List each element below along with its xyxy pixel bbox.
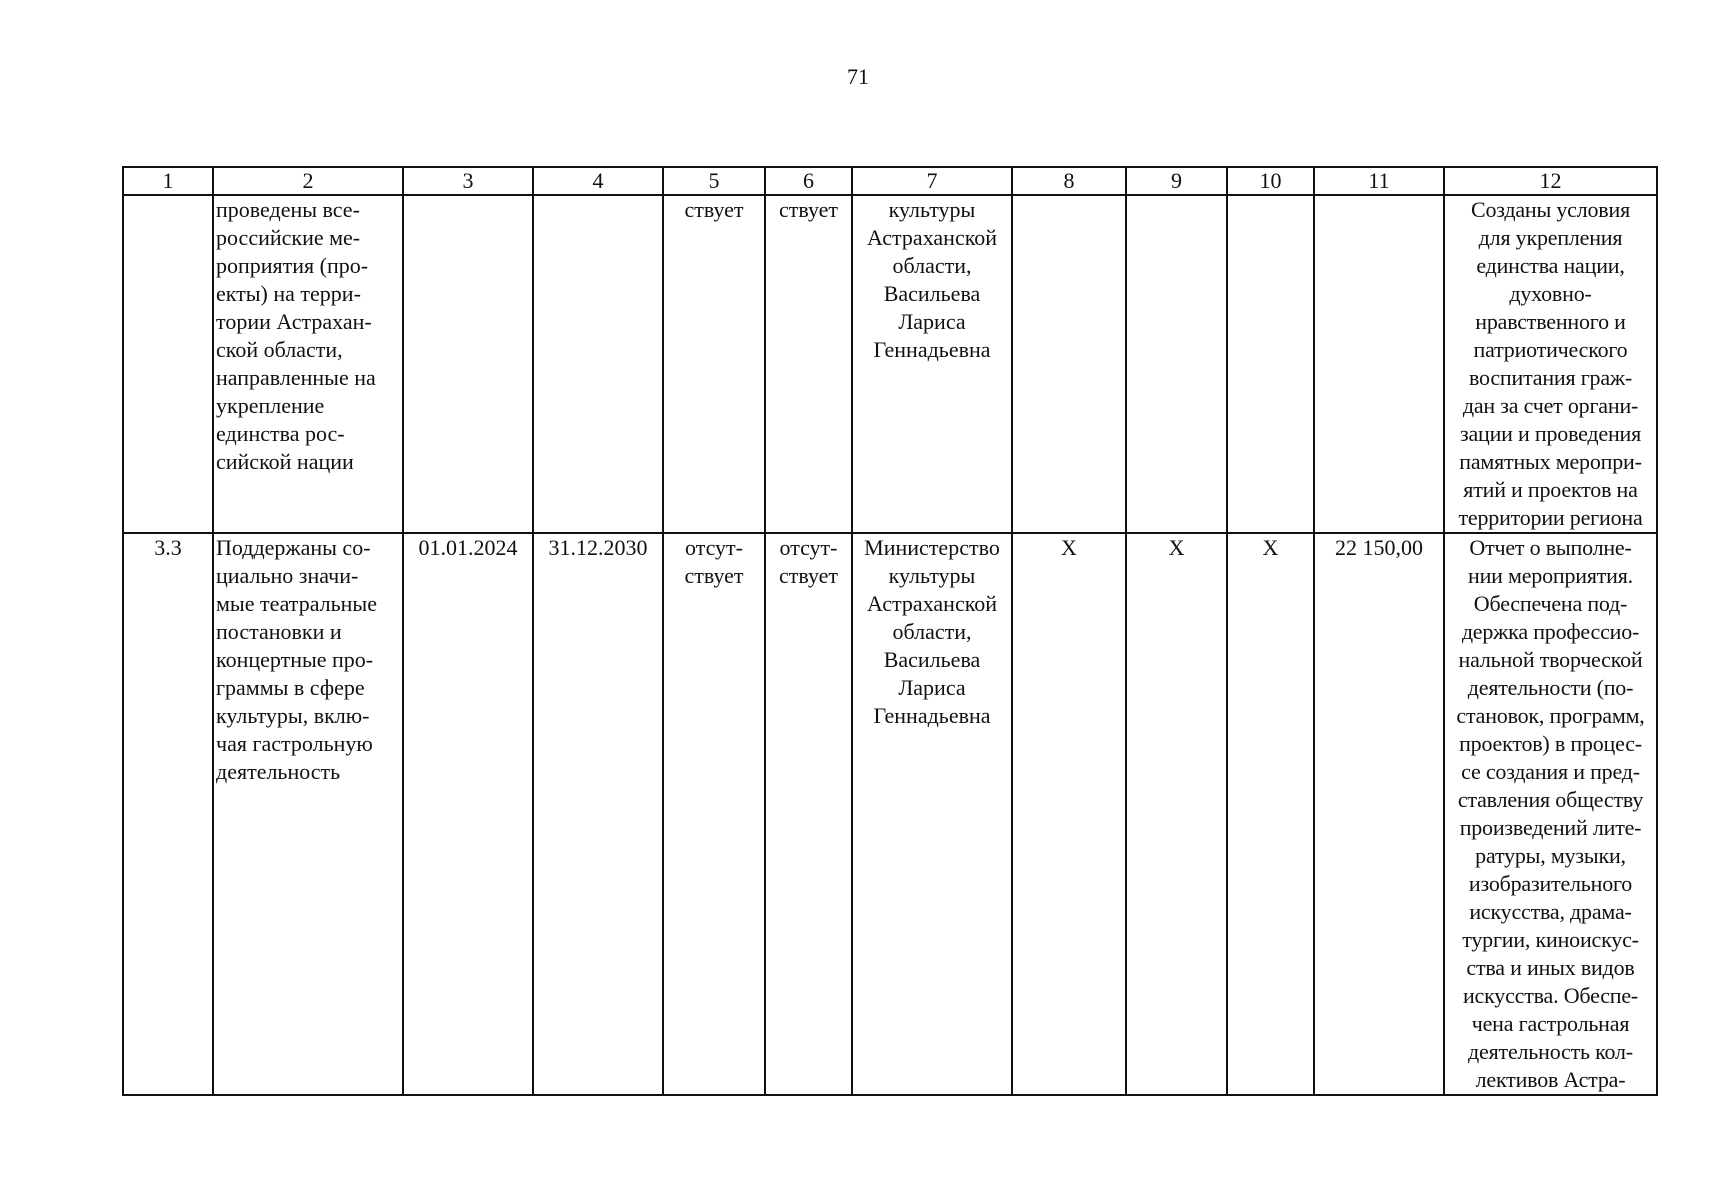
column-header-3: 3 — [403, 167, 533, 195]
column-header-10: 10 — [1227, 167, 1314, 195]
cell-amount: 22 150,00 — [1314, 533, 1444, 1095]
cell-amount — [1314, 195, 1444, 533]
cell-responsible: культуры Астраханской области, Васильева Лариса Геннадьевна — [852, 195, 1012, 533]
cell-col5: ствует — [663, 195, 765, 533]
cell-col5: отсут- ствует — [663, 533, 765, 1095]
cell-result: Созданы условия для укрепления единства нации, духовно- нравственного и патриотического воспитания граж- дан за счет органи- зации и проведения памятных меропри- ятий и проектов на территории региона — [1444, 195, 1657, 533]
measures-table — [122, 166, 1658, 1096]
cell-col8: X — [1012, 533, 1126, 1095]
table-row — [123, 195, 1657, 533]
column-header-4: 4 — [533, 167, 663, 195]
cell-col8 — [1012, 195, 1126, 533]
column-header-7: 7 — [852, 167, 1012, 195]
cell-col9: X — [1126, 533, 1227, 1095]
cell-col9 — [1126, 195, 1227, 533]
cell-col10 — [1227, 195, 1314, 533]
cell-measure-name: Поддержаны со- циально значи- мые театральные постановки и концертные про- граммы в сфере культуры, вклю- чая гастрольную деятельность — [213, 533, 403, 1095]
cell-col6: ствует — [765, 195, 852, 533]
cell-result: Отчет о выполне- нии мероприятия. Обеспечена под- держка профессио- нальной творческой деятельности (по- становок, программ, проектов) в процес- се создания и пред- ставления обществу произведений лите- ратуры, музыки, изобразительного искусства, драма- тургии, киноискус- ства и иных видов искусства. Обеспе- чена гастрольная деятельность кол- лективов Астра- — [1444, 533, 1657, 1095]
cell-start-date: 01.01.2024 — [403, 533, 533, 1095]
cell-col6: отсут- ствует — [765, 533, 852, 1095]
cell-end-date: 31.12.2030 — [533, 533, 663, 1095]
cell-number: 3.3 — [123, 533, 213, 1095]
page-number: 71 — [847, 64, 869, 89]
column-header-1: 1 — [123, 167, 213, 195]
cell-number — [123, 195, 213, 533]
column-header-8: 8 — [1012, 167, 1126, 195]
cell-responsible: Министерство культуры Астраханской области, Васильева Лариса Геннадьевна — [852, 533, 1012, 1095]
column-header-12: 12 — [1444, 167, 1657, 195]
column-header-6: 6 — [765, 167, 852, 195]
cell-col10: X — [1227, 533, 1314, 1095]
column-header-9: 9 — [1126, 167, 1227, 195]
table-row — [123, 533, 1657, 1095]
column-number-row — [123, 167, 1657, 195]
column-header-2: 2 — [213, 167, 403, 195]
column-header-5: 5 — [663, 167, 765, 195]
cell-start-date — [403, 195, 533, 533]
column-header-11: 11 — [1314, 167, 1444, 195]
cell-end-date — [533, 195, 663, 533]
cell-measure-name: проведены все- российские ме- роприятия (про- екты) на терри- тории Астрахан- ской области, направленные на укрепление единства рос- сийской нации — [213, 195, 403, 533]
